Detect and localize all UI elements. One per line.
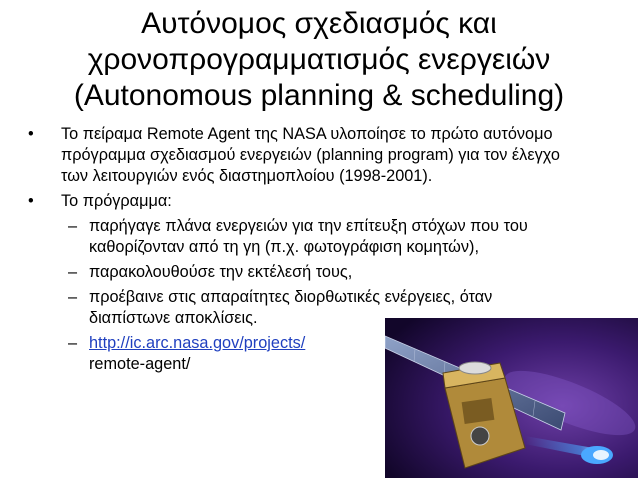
sub-bullet-text-line: διαπίστωνε αποκλίσεις. xyxy=(89,309,258,327)
bullet-item xyxy=(24,191,620,212)
sub-bullet-dash: – xyxy=(68,217,78,235)
sub-bullet-text-line: παρήγαγε πλάνα ενεργειών για την επίτευξη στόχων που του xyxy=(89,217,528,235)
sub-bullet-item xyxy=(24,262,620,283)
sub-bullet-text-line: παρακολουθούσε την εκτέλεσή τους, xyxy=(89,263,353,281)
bullet-text-line: Το πρόγραμμα: xyxy=(61,192,172,210)
spacecraft-illustration xyxy=(385,318,638,478)
sub-bullet-text-line: προέβαινε στις απαραίτητες διορθωτικές ενέργειες, όταν xyxy=(89,288,493,306)
bullet-mark: • xyxy=(28,192,34,210)
title-line: Αυτόνομος σχεδιασμός και xyxy=(141,7,497,40)
title-line: χρονοπρογραμματισμός ενεργειών xyxy=(87,43,551,76)
sub-bullet-dash: – xyxy=(68,334,78,352)
remote-agent-link[interactable]: http://ic.arc.nasa.gov/projects/ xyxy=(89,334,306,352)
sub-bullet-dash: – xyxy=(68,263,78,281)
sub-bullet-text-line: remote-agent/ xyxy=(89,355,191,373)
title-line: (Autonomous planning & scheduling) xyxy=(73,79,565,112)
bullet-mark: • xyxy=(28,125,34,143)
sub-bullet-item xyxy=(24,216,620,258)
bullet-text-line: Το πείραμα Remote Agent της NASA υλοποίησε το πρώτο αυτόνομο xyxy=(61,125,553,143)
bullet-text-line: πρόγραμμα σχεδιασμού ενεργειών (planning program) για τον έλεγχο xyxy=(61,146,560,164)
sub-bullet-dash: – xyxy=(68,288,78,306)
bullet-item xyxy=(24,124,620,187)
slide-title xyxy=(20,6,618,114)
bullet-text-line: των λειτουργιών ενός διαστημοπλοίου (1998-2001). xyxy=(61,167,433,185)
sub-bullet-text-line: καθορίζονταν από τη γη (π.χ. φωτογράφιση κομητών), xyxy=(89,238,479,256)
